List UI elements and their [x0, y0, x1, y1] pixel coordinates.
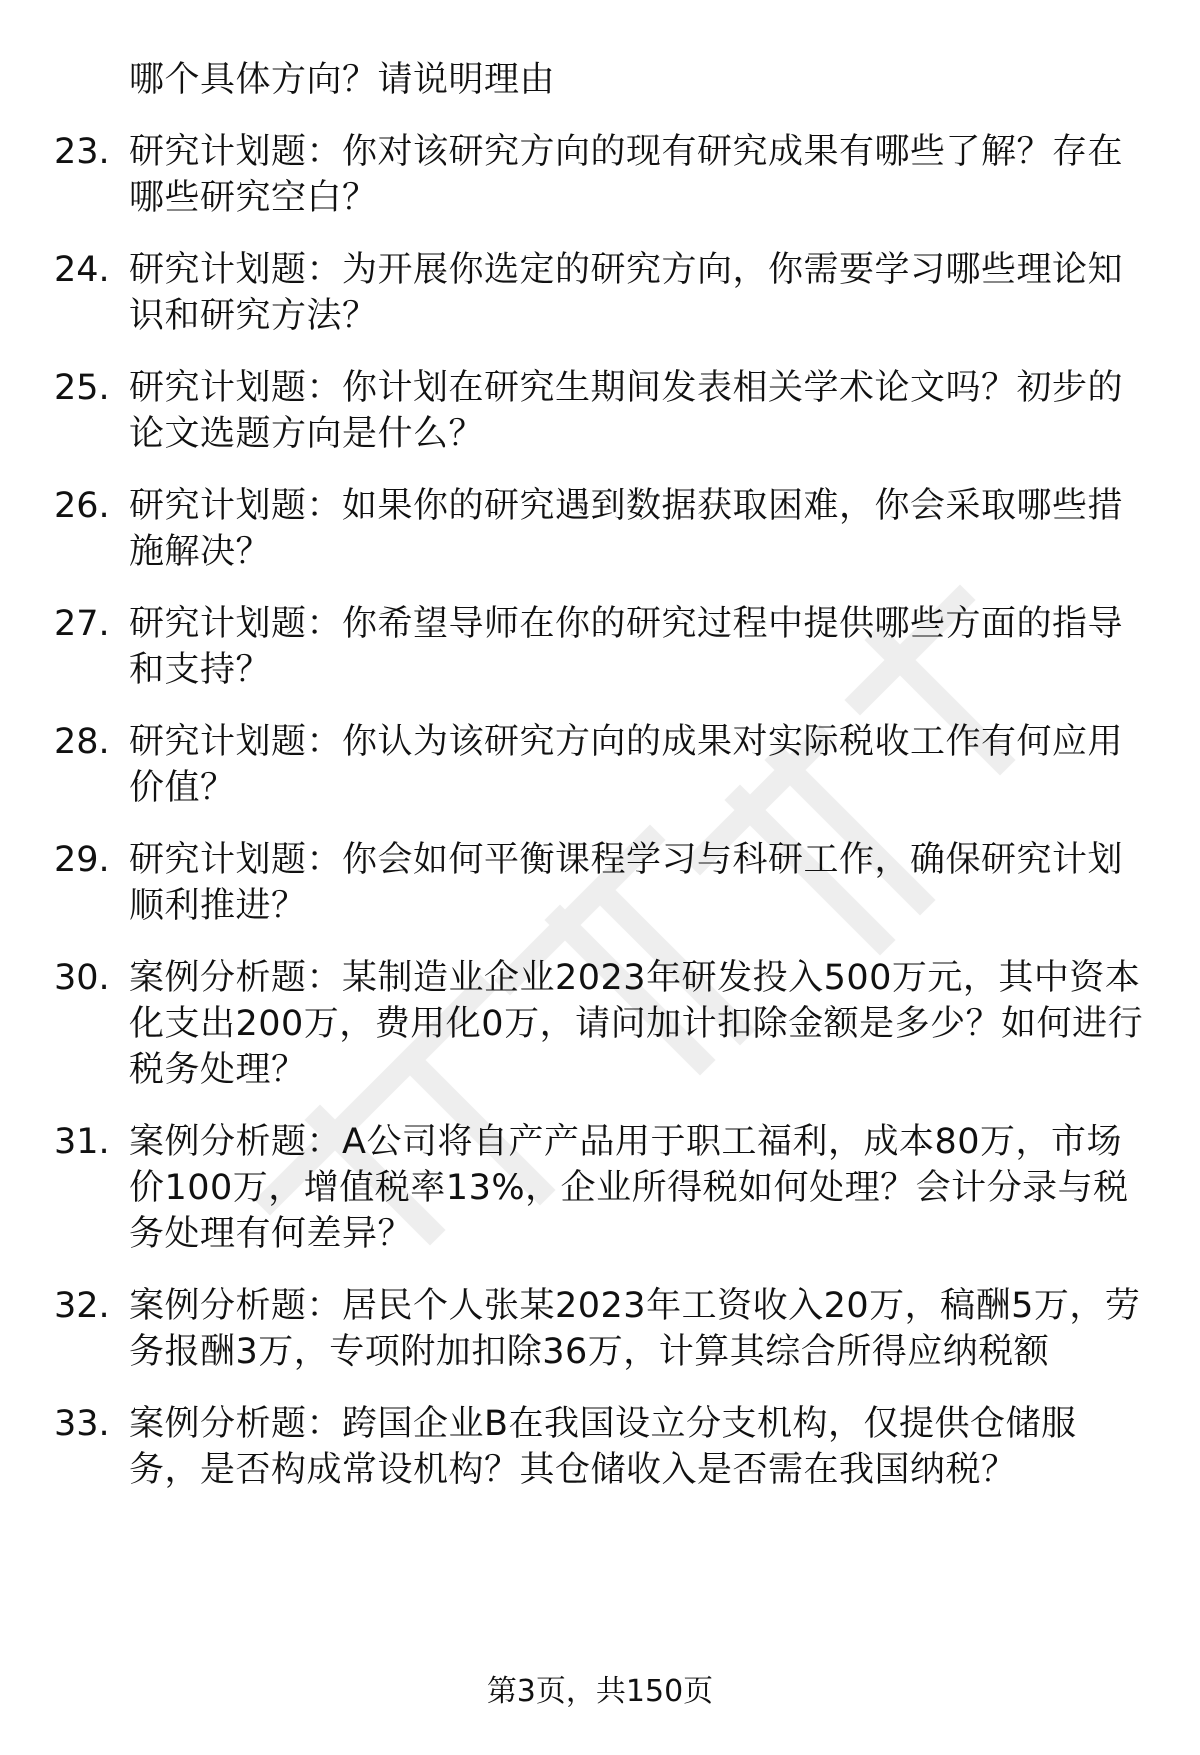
- question-number: 26.: [54, 486, 110, 526]
- question-number: 25.: [54, 368, 110, 408]
- question-text-line: 价100万，增值税率13%，企业所得税如何处理？会计分录与税: [129, 1168, 1129, 1208]
- question-number: 24.: [54, 250, 110, 290]
- question-text-line: 研究计划题：你对该研究方向的现有研究成果有哪些了解？存在: [129, 132, 1124, 172]
- question-text-line: 务报酬3万，专项附加扣除36万，计算其综合所得应纳税额: [129, 1332, 1050, 1372]
- question-text-line: 务处理有何差异？: [129, 1214, 414, 1254]
- page-footer: 第3页，共150页: [486, 1674, 714, 1709]
- question-text-line: 论文选题方向是什么？: [129, 414, 485, 454]
- question-text-line: 研究计划题：如果你的研究遇到数据获取困难，你会采取哪些措: [129, 486, 1124, 526]
- question-number: 31.: [54, 1122, 110, 1162]
- question-text-line: 研究计划题：你计划在研究生期间发表相关学术论文吗？初步的: [129, 368, 1124, 408]
- question-number: 33.: [54, 1404, 110, 1444]
- question-text-line: 施解决？: [129, 532, 272, 572]
- question-number: 28.: [54, 722, 110, 762]
- question-text-line: 案例分析题：A公司将自产产品用于职工福利，成本80万，市场: [129, 1122, 1122, 1162]
- question-text-line: 税务处理？: [129, 1050, 307, 1090]
- question-text-line: 和支持？: [129, 650, 272, 690]
- question-number: 23.: [54, 132, 110, 172]
- question-number: 29.: [54, 840, 110, 880]
- question-number: 27.: [54, 604, 110, 644]
- question-text-line: 顺利推进？: [129, 886, 307, 926]
- question-text-line: 哪些研究空白？: [129, 178, 378, 218]
- question-text-line: 务，是否构成常设机构？其仓储收入是否需在我国纳税？: [129, 1450, 1017, 1490]
- question-number: 30.: [54, 958, 110, 998]
- question-text-line: 研究计划题：为开展你选定的研究方向，你需要学习哪些理论知: [129, 250, 1124, 290]
- question-text-line: 研究计划题：你会如何平衡课程学习与科研工作，确保研究计划: [129, 840, 1124, 880]
- question-text-line: 化支出200万，费用化0万，请问加计扣除金额是多少？如何进行: [129, 1004, 1144, 1044]
- question-text-line: 研究计划题：你认为该研究方向的成果对实际税收工作有何应用: [129, 722, 1124, 762]
- question-text-line: 识和研究方法？: [129, 296, 378, 336]
- question-text-line: 案例分析题：居民个人张某2023年工资收入20万，稿酬5万，劳: [129, 1286, 1141, 1326]
- question-text-line: 案例分析题：某制造业企业2023年研发投入500万元，其中资本: [129, 958, 1141, 998]
- question-number: 32.: [54, 1286, 110, 1326]
- question-text-line: 研究计划题：你希望导师在你的研究过程中提供哪些方面的指导: [129, 604, 1124, 644]
- question-text-line: 价值？: [129, 768, 236, 808]
- question-text-line: 案例分析题：跨国企业B在我国设立分支机构，仅提供仓储服: [129, 1404, 1077, 1444]
- continuation-text: 哪个具体方向？请说明理由: [129, 60, 556, 100]
